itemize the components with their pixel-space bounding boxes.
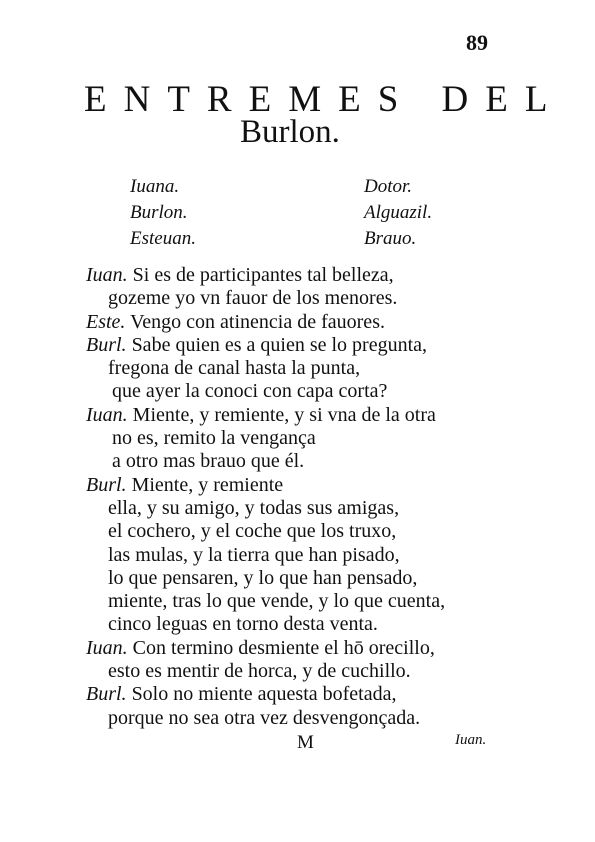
cast-list-right (364, 174, 432, 252)
speaker-label: Burl. (86, 333, 127, 356)
verse-line (86, 660, 516, 683)
verse-line (86, 544, 516, 567)
signature-mark: M (297, 732, 314, 753)
line-text: Miente, y remiente, y si vna de la otra (132, 403, 436, 426)
page-subtitle: Burlon. (240, 114, 340, 150)
cast-member: Dotor. (364, 176, 413, 197)
verse-line (86, 404, 516, 427)
cast-member: Esteuan. (130, 228, 196, 249)
speaker-label: Este. (86, 310, 126, 333)
line-text: miente, tras lo que vende, y lo que cuenta, (108, 590, 446, 613)
line-text: Con termino desmiente el hō orecillo, (132, 636, 435, 659)
verse-line (86, 637, 516, 660)
line-text: cinco leguas en torno desta venta. (108, 613, 378, 636)
speaker-label: Burl. (86, 683, 127, 706)
verse-line (86, 683, 516, 706)
cast-member: Alguazil. (364, 202, 433, 223)
line-text: las mulas, y la tierra que han pisado, (108, 543, 400, 566)
verse-line (86, 497, 516, 520)
line-text: gozeme yo vn fauor de los menores. (108, 287, 398, 310)
verse-line (86, 474, 516, 497)
verse-line (86, 707, 516, 730)
line-text: porque no sea otra vez desvengonçada. (108, 706, 421, 729)
verse-line (86, 567, 516, 590)
cast-member: Burlon. (130, 202, 188, 223)
line-text: a otro mas brauo que él. (112, 450, 305, 473)
line-text: ella, y su amigo, y todas sus amigas, (108, 496, 400, 519)
line-text: Miente, y remiente (131, 473, 284, 496)
verse-line (86, 450, 516, 473)
line-text: Solo no miente aquesta bofetada, (131, 683, 397, 706)
speaker-label: Iuan. (86, 403, 128, 426)
verse-line (86, 590, 516, 613)
verse-line (86, 311, 516, 334)
verse-line (86, 520, 516, 543)
line-text: el cochero, y el coche que los truxo, (108, 520, 397, 543)
page-title: ENTREMES DEL (84, 79, 565, 120)
line-text: lo que pensaren, y lo que han pensado, (108, 566, 418, 589)
speaker-label: Iuan. (86, 636, 128, 659)
verse-line (86, 427, 516, 450)
cast-list-left (130, 174, 196, 252)
verse-line (86, 357, 516, 380)
line-text: esto es mentir de horca, y de cuchillo. (108, 660, 411, 683)
cast-member: Iuana. (130, 176, 180, 197)
verse-line (86, 334, 516, 357)
speaker-label: Iuan. (86, 264, 128, 286)
line-text: que ayer la conoci con capa corta? (112, 380, 388, 403)
verse-line (86, 287, 516, 310)
verse-line (86, 380, 516, 403)
line-text: Sabe quien es a quien se lo pregunta, (131, 333, 428, 356)
line-text: Vengo con atinencia de fauores. (130, 310, 385, 333)
cast-member: Brauo. (364, 228, 417, 249)
line-text: Si es de participantes tal belleza, (132, 264, 394, 286)
verse-line (86, 264, 516, 287)
verse-block (86, 264, 516, 730)
speaker-label: Burl. (86, 473, 127, 496)
line-text: no es, remito la vengança (112, 427, 316, 450)
catchword: Iuan. (455, 732, 487, 748)
page-number: 89 (466, 30, 488, 55)
verse-line (86, 613, 516, 636)
line-text: fregona de canal hasta la punta, (108, 357, 361, 380)
